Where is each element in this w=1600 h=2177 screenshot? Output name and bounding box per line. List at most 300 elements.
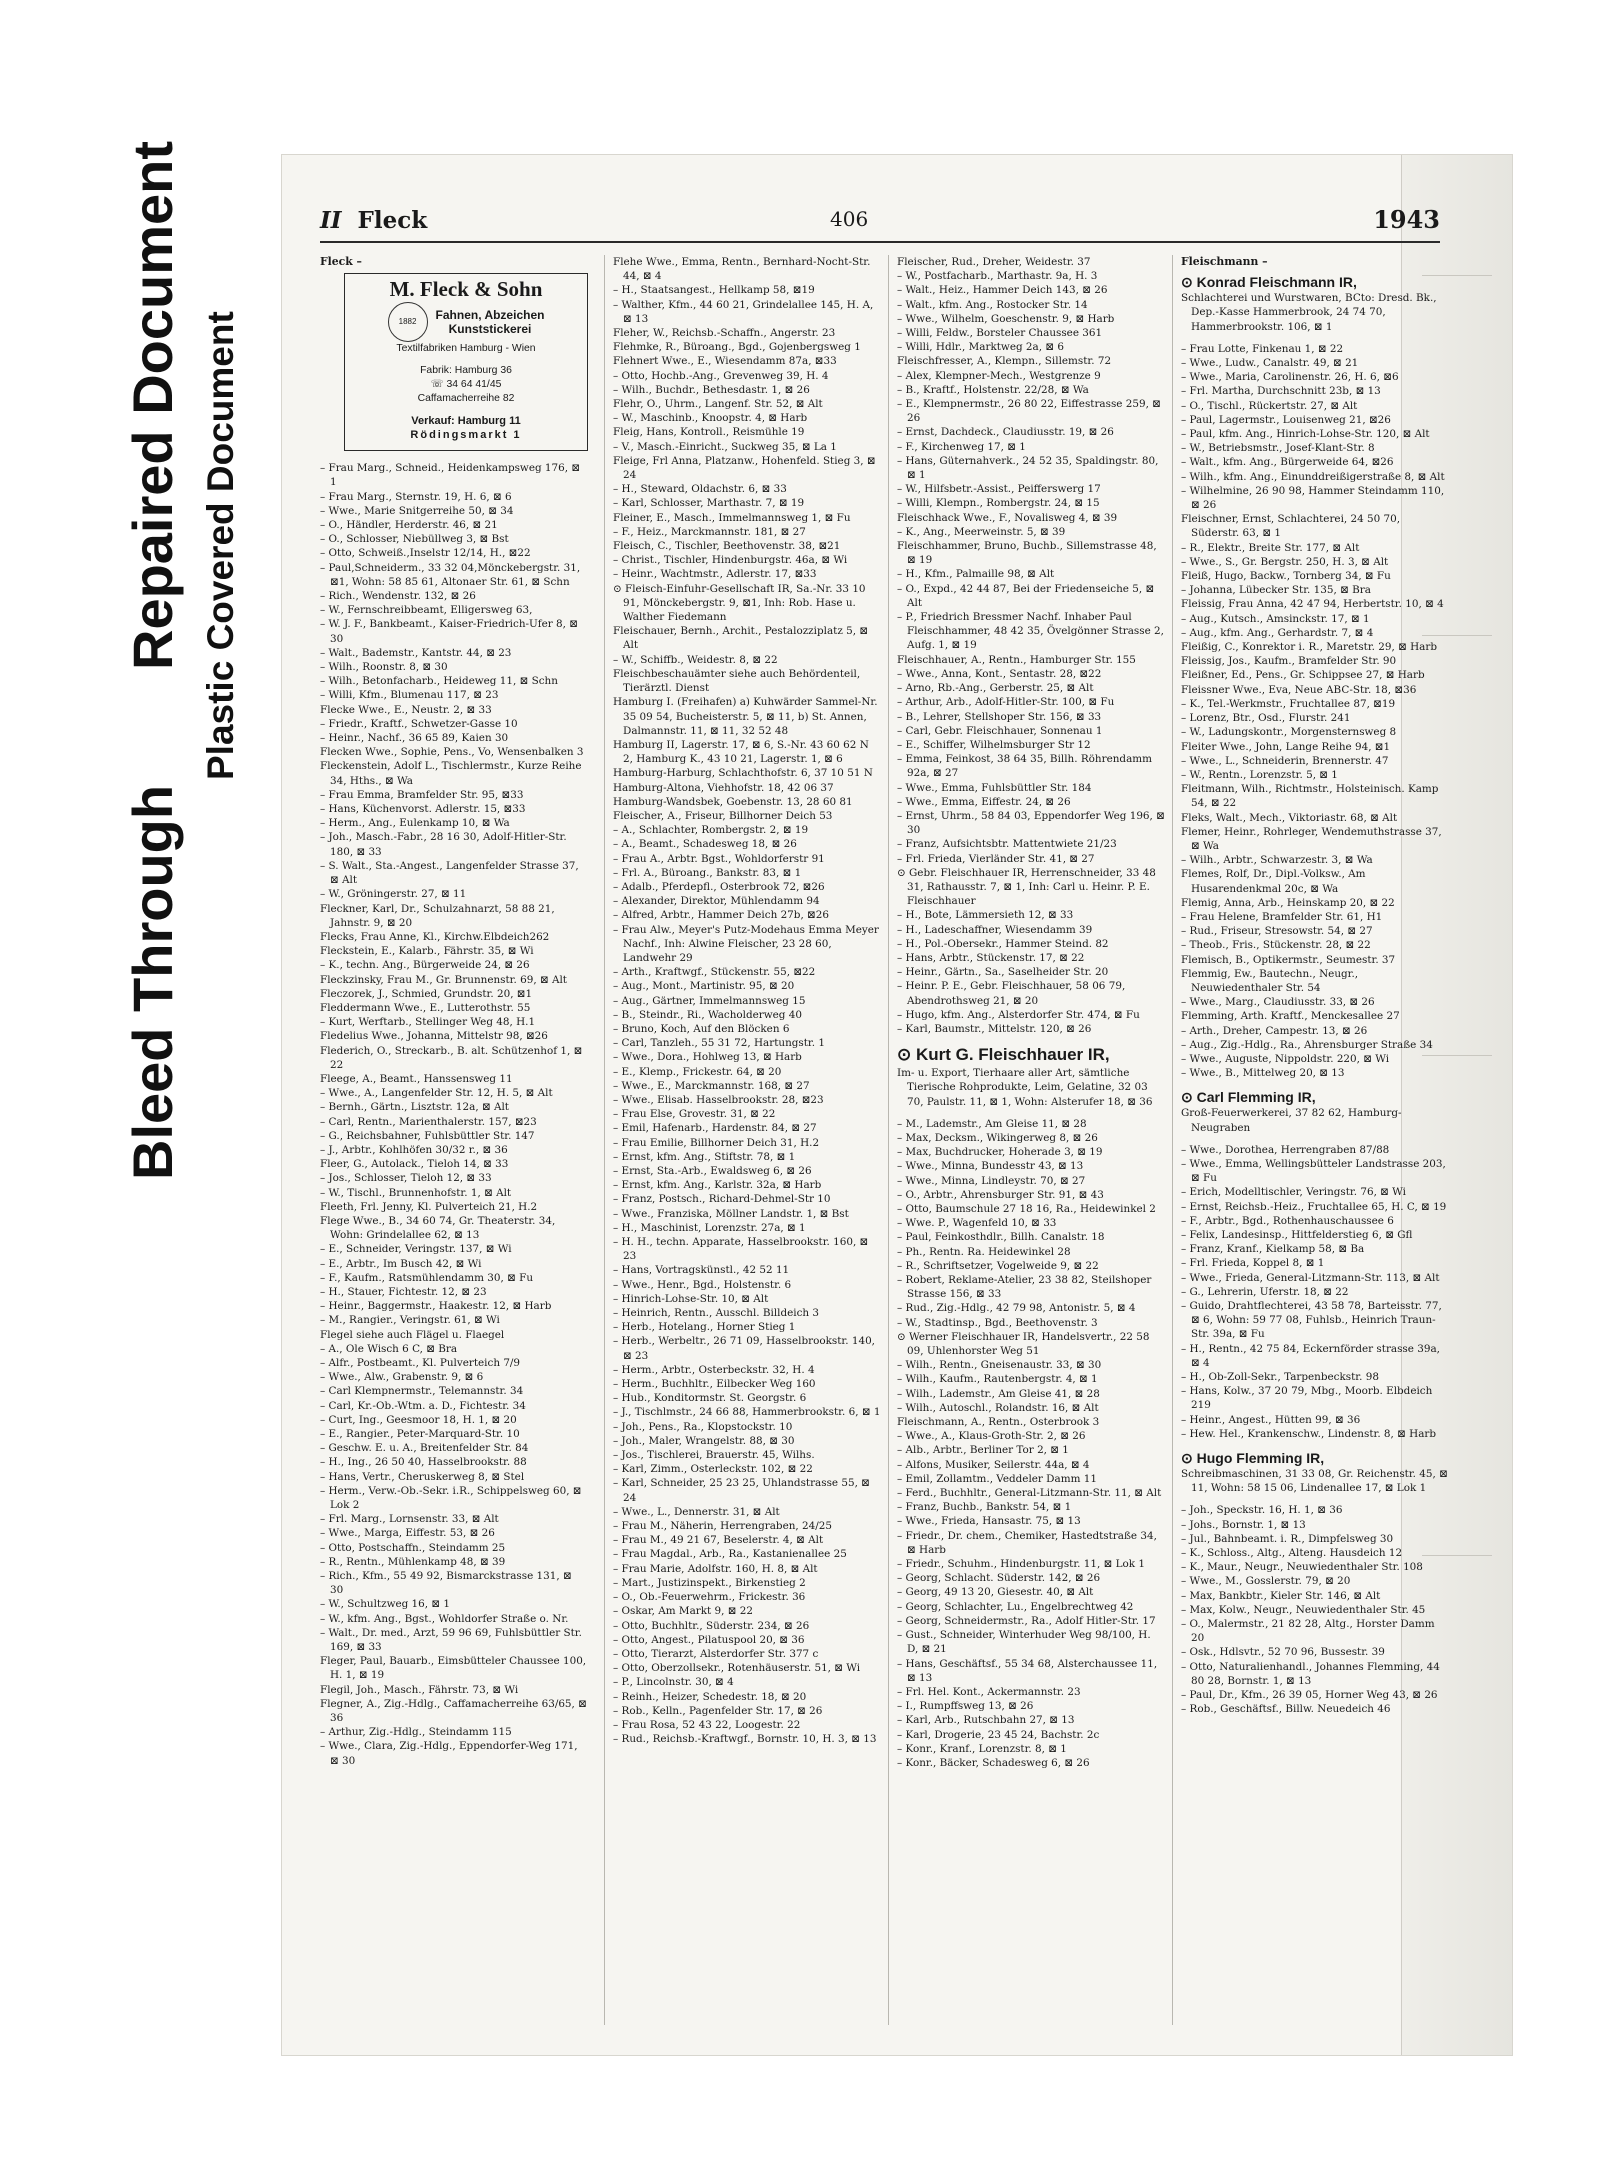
directory-entry: – Felix, Landesinsp., Hittfelderstieg 6, ⊠ Gfl: [1181, 1229, 1413, 1241]
directory-entry: – Wwe., L., Dennerstr. 31, ⊠ Alt: [613, 1505, 780, 1518]
directory-entry: – E., Schneider, Veringstr. 137, ⊠ Wi: [320, 1243, 512, 1256]
directory-entry: – Jos., Schlosser, Tieloh 12, ⊠ 33: [320, 1172, 492, 1185]
directory-entry: Fleischhack Wwe., F., Novalisweg 4, ⊠ 39: [897, 511, 1118, 524]
ad-line2: Kunststickerei: [448, 322, 532, 337]
directory-entry: Flemer, Heinr., Rohrleger, Wendemuthstrasse 37, ⊠ Wa: [1181, 825, 1442, 852]
directory-entry: – Frl. Frieda, Koppel 8, ⊠ 1: [1181, 1257, 1325, 1270]
ad-body: Schlachterei und Wurstwaren, BCto: Dresd. Bk., Dep.-Kasse Hammerbrook, 24 74 70, Hammerbrookstr. 106, ⊠ 1: [1181, 292, 1437, 333]
directory-entry: – Georg, Schneidermstr., Ra., Adolf Hitler-Str. 17: [897, 1614, 1156, 1627]
ad-body: Schreibmaschinen, 31 33 08, Gr. Reichenstr. 45, ⊠ 11, Wohn: 58 15 06, Lindenallee 17, ⊠ Lok 1: [1181, 1468, 1448, 1495]
directory-entry: – Otto, Schweiß.,Inselstr 12/14, H., ⊠22: [320, 547, 531, 560]
directory-entry: – Aug., Kutsch., Amsinckstr. 17, ⊠ 1: [1181, 612, 1370, 625]
ad-name: ⊙ Carl Flemming IR,: [1181, 1089, 1316, 1106]
directory-entry: Fleischer, A., Friseur, Billhorner Deich 53: [613, 809, 833, 822]
directory-entry: – M., Rangier., Veringstr. 61, ⊠ Wi: [320, 1314, 500, 1327]
directory-entry: Fleig, Hans, Kontroll., Reismühle 19: [613, 426, 805, 439]
directory-entry: – Erich, Modelltischler, Veringstr. 76, ⊠ Wi: [1181, 1186, 1407, 1199]
directory-entry: – W., Postfacharb., Marthastr. 9a, H. 3: [897, 270, 1098, 283]
directory-entry: – O., Expd., 42 44 87, Bei der Friedenseiche 5, ⊠ Alt: [897, 582, 1155, 609]
ad-body: Im- u. Export, Tierhaare aller Art, sämtliche Tierische Rohprodukte, Leim, Gelatine, 32 03 70, Paulstr. 11, ⊠ 1, Wohn: Alsterufer 18, ⊠ 36: [897, 1067, 1153, 1108]
directory-entry: – Robert, Reklame-Atelier, 23 38 82, Steilshoper Strasse 156, ⊠ 33: [897, 1274, 1152, 1301]
ad-name: ⊙ Hugo Flemming IR,: [1181, 1450, 1325, 1467]
directory-entry: – Otto, Tierarzt, Alsterdorfer Str. 377 c: [613, 1647, 819, 1660]
directory-entry: – Arno, Rb.-Ang., Gerberstr. 25, ⊠ Alt: [897, 682, 1094, 695]
directory-entry: – A., Ole Wisch 6 C, ⊠ Bra: [320, 1342, 458, 1355]
directory-entry: – Franz, Postsch., Richard-Dehmel-Str 10: [613, 1193, 831, 1206]
directory-entry: – Wwe., L., Schneiderin, Brennerstr. 47: [1181, 754, 1389, 767]
directory-entry: – V., Masch.-Einricht., Suckweg 35, ⊠ La 1: [613, 440, 837, 453]
directory-entry: – W. J. F., Bankbeamt., Kaiser-Friedrich-Ufer 8, ⊠ 30: [320, 618, 578, 645]
directory-entry: – Franz, Kranf., Kielkamp 58, ⊠ Ba: [1181, 1243, 1365, 1256]
company-logo-icon: [388, 302, 428, 342]
directory-entry: – Wilh., Roonstr. 8, ⊠ 30: [320, 661, 448, 674]
directory-entry: – Frau M., 49 21 67, Beselerstr. 4, ⊠ Alt: [613, 1534, 824, 1547]
directory-entry: – O., Arbtr., Ahrensburger Str. 91, ⊠ 43: [897, 1188, 1104, 1201]
konrad-fleischmann-ad: [1181, 273, 1449, 334]
directory-entry: Flemming, Arth. Kraftf., Menckesallee 27: [1181, 1010, 1400, 1023]
directory-entry: – W., Gröningerstr. 27, ⊠ 11: [320, 888, 467, 901]
directory-entry: – Ph., Rentn. Ra. Heidewinkel 28: [897, 1245, 1071, 1258]
directory-entry: – Georg, Schlacht. Süderstr. 142, ⊠ 26: [897, 1572, 1101, 1585]
directory-entry: – Walt., Bademstr., Kantstr. 44, ⊠ 23: [320, 646, 512, 659]
directory-entry: – Walther, Kfm., 44 60 21, Grindelallee 145, H. A, ⊠ 13: [613, 298, 874, 325]
directory-entry: Fleischhammer, Bruno, Buchb., Sillemstrasse 48, ⊠ 19: [897, 540, 1157, 567]
directory-entry: – Hans, Vortragskünstl., 42 52 11: [613, 1264, 790, 1277]
directory-entry: – W., Fernschreibbeamt, Elligersweg 63,: [320, 604, 533, 617]
directory-entry: – Hans, Güternahverk., 24 52 35, Spaldingstr. 80, ⊠ 1: [897, 454, 1159, 482]
kurt-fleischhauer-ad: [897, 1044, 1165, 1109]
directory-entry: – Heinr., Gärtn., Sa., Saselheider Str. 20: [897, 966, 1109, 979]
directory-entry: – Geschw. E. u. A., Breitenfelder Str. 84: [320, 1442, 529, 1455]
directory-entry: Flecks, Frau Anne, Kl., Kirchw.Elbdeich262: [320, 930, 550, 943]
directory-entry: – Wwe., Dorothea, Herrengraben 87/88: [1181, 1143, 1390, 1156]
directory-entry: – Frau Emma, Bramfelder Str. 95, ⊠33: [320, 788, 524, 801]
directory-entry: – Ferd., Buchhltr., General-Litzmann-Str. 11, ⊠ Alt: [897, 1487, 1162, 1500]
directory-entry: – Herm., Verw.-Ob.-Sekr. i.R., Schippelsweg 60, ⊠ Lok 2: [320, 1484, 582, 1512]
directory-entry: – Paul, Feinkosthdlr., Billh. Canalstr. 18: [897, 1231, 1105, 1244]
directory-entry: – Alex, Klempner-Mech., Westgrenze 9: [897, 369, 1101, 382]
directory-entry: – H., Rentn., 42 75 84, Eckernförder strasse 39a, ⊠ 4: [1181, 1342, 1440, 1369]
directory-entry: – B., Kraftf., Holstenstr. 22/28, ⊠ Wa: [897, 383, 1089, 396]
directory-entry: – Willi, Hdlr., Marktweg 2a, ⊠ 6: [897, 341, 1064, 354]
directory-entry: – Otto, Oberzollsekr., Rotenhäuserstr. 51, ⊠ Wi: [613, 1662, 861, 1675]
directory-entry: – F., Kirchenweg 17, ⊠ 1: [897, 440, 1026, 453]
directory-entry: Hamburg-Harburg, Schlachthofstr. 6, 37 10 51 N: [613, 767, 873, 780]
directory-entry: – Rob., Geschäftsf., Billw. Neuedeich 46: [1181, 1703, 1391, 1716]
ad-line3: Textilfabriken Hamburg - Wien: [396, 343, 536, 355]
directory-entry: – Wilh., Rentn., Gneisenaustr. 33, ⊠ 30: [897, 1359, 1102, 1372]
directory-entry: – Frl. Martha, Durchschnitt 23b, ⊠ 13: [1181, 385, 1381, 398]
directory-entry: – F., Kaufm., Ratsmühlendamm 30, ⊠ Fu: [320, 1271, 534, 1284]
directory-entry: – Heinr., Wachtmstr., Adlerstr. 17, ⊠33: [613, 568, 817, 581]
ad-market: Rödingsmarkt 1: [410, 429, 522, 442]
directory-entry: – H., Kfm., Palmaille 98, ⊠ Alt: [897, 568, 1055, 581]
directory-entry: – R., Elektr., Breite Str. 177, ⊠ Alt: [1181, 541, 1360, 554]
directory-entry: – Wwe., Minna, Lindleystr. 70, ⊠ 27: [897, 1174, 1086, 1187]
directory-entry: Fleischauer, Bernh., Archit., Pestalozziplatz 5, ⊠ Alt: [613, 625, 869, 652]
directory-entry: – Wilh., Autoschl., Rolandstr. 16, ⊠ Alt: [897, 1401, 1099, 1414]
column-2: [604, 255, 881, 2025]
directory-entry: – Arthur, Arb., Adolf-Hitler-Str. 100, ⊠ Fu: [897, 696, 1115, 709]
directory-entry: – Otto, Buchhltr., Süderstr. 234, ⊠ 26: [613, 1619, 810, 1632]
directory-entry: Fleckstein, E., Kalarb., Fährstr. 35, ⊠ Wi: [320, 945, 534, 958]
directory-entry: – Franz, Buchb., Bankstr. 54, ⊠ 1: [897, 1501, 1072, 1514]
directory-entry: – Herm., Ang., Eulenkamp 10, ⊠ Wa: [320, 817, 510, 830]
directory-entry: – W., Stadtinsp., Bgd., Beethovenstr. 3: [897, 1316, 1098, 1329]
directory-entry: – Wwe., Dora., Hohlweg 13, ⊠ Harb: [613, 1051, 802, 1064]
directory-entry: – Wwe., Wilhelm, Goeschenstr. 9, ⊠ Harb: [897, 312, 1115, 325]
directory-entry: – Karl, Schneider, 25 23 25, Uhlandstrasse 55, ⊠ 24: [613, 1477, 870, 1504]
directory-entry: – Wwe., Clara, Zig.-Hdlg., Eppendorfer-Weg 171, ⊠ 30: [320, 1740, 578, 1767]
column-3: [888, 255, 1165, 2025]
directory-entry: Fleißig, C., Konrektor i. R., Maretstr. 29, ⊠ Harb: [1181, 641, 1437, 654]
directory-entry: Hamburg-Altona, Viehhofstr. 18, 42 06 37: [613, 781, 834, 794]
directory-entry: – Jos., Tischlerei, Brauerstr. 45, Wilhs.: [613, 1449, 815, 1462]
ad-name: ⊙ Konrad Fleischmann IR,: [1181, 274, 1357, 291]
column-4: [1172, 255, 1449, 2025]
directory-entry: – E., Schiffer, Wilhelmsburger Str 12: [897, 738, 1091, 751]
directory-entry: – Karl, Arb., Rutschbahn 27, ⊠ 13: [897, 1714, 1075, 1727]
directory-entry: – Ernst, Dachdeck., Claudiusstr. 19, ⊠ 26: [897, 426, 1114, 439]
directory-entry: – Wilh., Arbtr., Schwarzestr. 3, ⊠ Wa: [1181, 854, 1373, 867]
directory-entry: – Ernst, Sta.-Arb., Ewaldsweg 6, ⊠ 26: [613, 1165, 812, 1177]
directory-entry: Fleitmann, Wilh., Richtmstr., Holsteinisch. Kamp 54, ⊠ 22: [1181, 783, 1439, 810]
directory-entry: Fleissner Wwe., Eva, Neue ABC-Str. 18, ⊠36: [1181, 683, 1417, 696]
page-header: [320, 201, 1440, 243]
directory-entry: – Jul., Bahnbeamt. i. R., Dimpfelsweg 30: [1181, 1532, 1394, 1545]
directory-entry: – W., Ladungskontr., Morgensternsweg 8: [1181, 726, 1397, 739]
directory-entry: – I., Rumpffsweg 13, ⊠ 26: [897, 1700, 1034, 1713]
directory-entry: – G., Reichsbahner, Fuhlsbüttler Str. 147: [320, 1129, 535, 1142]
directory-entry: – O., Tischl., Rückertstr. 27, ⊠ Alt: [1181, 399, 1358, 412]
directory-entry: – Karl, Schlosser, Marthastr. 7, ⊠ 19: [613, 497, 805, 510]
directory-entry: – F., Heiz., Marckmannstr. 181, ⊠ 27: [613, 525, 806, 538]
directory-entry: Fledelius Wwe., Johanna, Mittelstr 98, ⊠26: [320, 1030, 548, 1043]
directory-entry: – Aug., Zig.-Hdlg., Ra., Ahrensburger Straße 34: [1181, 1038, 1433, 1051]
directory-entry: – R., Rentn., Mühlenkamp 48, ⊠ 39: [320, 1555, 506, 1568]
directory-entry: – H., Ladeschaffner, Wiesendamm 39: [897, 923, 1093, 936]
ad-street: Caffamacherreihe 82: [417, 393, 515, 405]
directory-entry: – Carl, Kr.-Ob.-Wtm. a. D., Fichtestr. 34: [320, 1399, 526, 1412]
directory-entry: – Curt, Ing., Geesmoor 18, H. 1, ⊠ 20: [320, 1413, 517, 1426]
directory-entry: – B., Steindr., Ri., Wacholderweg 40: [613, 1008, 802, 1021]
ad-phone: [355, 378, 577, 392]
directory-entry: – Carl, Gebr. Fleischhauer, Sonnenau 1: [897, 724, 1103, 737]
directory-entry: Flehmke, R., Büroang., Bgd., Gojenbergsweg 1: [613, 341, 861, 354]
directory-entry: – W., Betriebsmstr., Josef-Klant-Str. 8: [1181, 442, 1375, 455]
directory-entry: – Gust., Schneider, Winterhuder Weg 98/100, H. D, ⊠ 21: [897, 1629, 1151, 1656]
directory-entry: – Mart., Justizinspekt., Birkenstieg 2: [613, 1576, 806, 1589]
bleed-through-label: Bleed Through: [121, 784, 184, 1180]
directory-entry: – A., Beamt., Schadesweg 18, ⊠ 26: [613, 838, 797, 851]
ad-name: ⊙ Kurt G. Fleischhauer IR,: [897, 1045, 1110, 1065]
col4-entries2: [1181, 1143, 1449, 1441]
directory-entry: – Wwe. P., Wagenfeld 10, ⊠ 33: [897, 1217, 1057, 1230]
directory-entry: Flegel siehe auch Flägel u. Flaegel: [320, 1328, 505, 1341]
directory-entry: – Wwe., Marg., Claudiusstr. 33, ⊠ 26: [1181, 996, 1375, 1009]
directory-entry: – E., Arbtr., Im Busch 42, ⊠ Wi: [320, 1257, 482, 1270]
directory-entry: ⊙ Gebr. Fleischhauer IR, Herrenschneider, 33 48 31, Rathausstr. 7, ⊠ 1, Inh: Carl u. Heinr. P. E. Fleischhauer: [897, 866, 1156, 908]
directory-entry: – Frau M., Näherin, Herrengraben, 24/25: [613, 1520, 832, 1533]
directory-entry: – Carl Klempnermstr., Telemannstr. 34: [320, 1385, 524, 1398]
directory-entry: – Frau Alw., Meyer's Putz-Modehaus Emma Meyer Nachf., Inh: Alwine Fleischer, 23 28 60, Landwehr 29: [613, 923, 879, 964]
directory-entry: Fleisch, C., Tischler, Beethovenstr. 38, ⊠21: [613, 540, 841, 553]
directory-entry: Fleckenstein, Adolf L., Tischlermstr., Kurze Reihe 34, Hths., ⊠ Wa: [320, 760, 582, 787]
directory-entry: Fleks, Walt., Mech., Viktoriastr. 68, ⊠ Alt: [1181, 811, 1398, 824]
phone-icon: ☏: [430, 379, 447, 391]
directory-entry: – M., Lademstr., Am Gleise 11, ⊠ 28: [897, 1117, 1087, 1130]
directory-entry: – Herm., Arbtr., Osterbeckstr. 32, H. 4: [613, 1363, 815, 1376]
directory-entry: – Arth., Kraftwgf., Stückenstr. 55, ⊠22: [613, 966, 816, 979]
directory-entry: – Emma, Feinkost, 38 64 35, Billh. Röhrendamm 92a, ⊠ 27: [897, 753, 1152, 780]
directory-entry: Fleiner, E., Masch., Immelmannsweg 1, ⊠ Fu: [613, 511, 851, 524]
directory-entry: Fleischer, Rud., Dreher, Weidestr. 37: [897, 256, 1091, 268]
directory-entry: – Frau Rosa, 52 43 22, Loogestr. 22: [613, 1718, 801, 1731]
directory-entry: ⊙ Fleisch-Einfuhr-Gesellschaft IR, Sa.-Nr. 33 10 91, Mönckebergstr. 9, ⊠1, Inh: Rob. Hase u. Walther Fiedemann: [613, 582, 866, 624]
directory-entry: Fleißner, Ed., Pens., Gr. Schippsee 27, ⊠ Harb: [1181, 669, 1425, 682]
directory-entry: Flehnert Wwe., E., Wiesendamm 87a, ⊠33: [613, 355, 837, 368]
directory-entry: – Wwe., Elisab. Hasselbrookstr. 28, ⊠23: [613, 1093, 824, 1106]
directory-entry: – Karl, Drogerie, 23 45 24, Bachstr. 2c: [897, 1728, 1100, 1741]
directory-entry: Fleischner, Ernst, Schlachterei, 24 50 70, Süderstr. 63, ⊠ 1: [1181, 513, 1401, 540]
ad-factory: Fabrik: Hamburg 36: [420, 365, 512, 377]
directory-entry: – W., Rentn., Lorenzstr. 5, ⊠ 1: [1181, 768, 1338, 781]
directory-entry: Flecken Wwe., Sophie, Pens., Vo, Wensenbalken 3: [320, 746, 584, 759]
directory-entry: – Wwe., Frieda, General-Litzmann-Str. 113, ⊠ Alt: [1181, 1271, 1440, 1284]
directory-entry: – Konr., Kranf., Lorenzstr. 8, ⊠ 1: [897, 1742, 1067, 1755]
directory-entry: – Hans, Arbtr., Stückenstr. 17, ⊠ 22: [897, 951, 1085, 964]
directory-entry: – Alfred, Arbtr., Hammer Deich 27b, ⊠26: [613, 909, 829, 922]
directory-entry: – Frl. A., Büroang., Bankstr. 83, ⊠ 1: [613, 866, 802, 879]
directory-entry: – Walt., kfm. Ang., Bürgerweide 64, ⊠26: [1181, 456, 1394, 469]
directory-entry: – W., Hilfsbetr.-Assist., Peifferswerg 17: [897, 483, 1101, 496]
side-labels: [110, 141, 270, 1250]
directory-entry: – Ernst, kfm. Ang., Karlstr. 32a, ⊠ Harb: [613, 1179, 822, 1192]
directory-entry: – Willi, Klempn., Rombergstr. 24, ⊠ 15: [897, 497, 1100, 510]
running-head: [320, 207, 427, 234]
directory-entry: – Heinr., Angest., Hütten 99, ⊠ 36: [1181, 1413, 1361, 1426]
directory-entry: – Ernst, Reichsb.-Heiz., Fruchtallee 65, H. C, ⊠ 19: [1181, 1200, 1447, 1213]
logo-year: 1882: [398, 317, 417, 327]
directory-entry: – Karl, Baumstr., Mittelstr. 120, ⊠ 26: [897, 1022, 1092, 1035]
directory-entry: – Guido, Drahtflechterei, 43 58 78, Barteisstr. 77, ⊠ 6, Wohn: 59 77 08, Fuhlsb., Heinrich Traun-Str. 39a, ⊠ Fu: [1181, 1300, 1442, 1341]
directory-entry: – Hans, Geschäftsf., 55 34 68, Alsterchaussee 11, ⊠ 13: [897, 1657, 1158, 1684]
directory-entry: – Hew. Hel., Krankenschw., Lindenstr. 8, ⊠ Harb: [1181, 1427, 1437, 1440]
directory-entry: – Alfr., Postbeamt., Kl. Pulverteich 7/9: [320, 1357, 521, 1369]
directory-entry: – E., Rangier., Peter-Marquard-Str. 10: [320, 1428, 520, 1441]
directory-entry: – Max, Kolw., Neugr., Neuwiedenthaler Str. 45: [1181, 1603, 1426, 1616]
directory-entry: – Friedr., Kraftf., Schwetzer-Gasse 10: [320, 717, 518, 730]
directory-entry: ⊙ Werner Fleischhauer IR, Handelsvertr., 22 58 09, Uhlenhorster Weg 51: [897, 1330, 1150, 1358]
directory-entry: – A., Schlachter, Rombergstr. 2, ⊠ 19: [613, 824, 809, 837]
directory-entry: – W., Schultzweg 16, ⊠ 1: [320, 1598, 451, 1611]
directory-entry: – Adalb., Pferdepfl., Osterbrook 72, ⊠26: [613, 880, 825, 893]
directory-entry: – Lorenz, Btr., Osd., Flurstr. 241: [1181, 712, 1351, 725]
directory-entry: Fleischbeschauämter siehe auch Behördenteil, Tierärztl. Dienst: [613, 667, 861, 695]
directory-entry: – H., Ing., 26 50 40, Hasselbrookstr. 88: [320, 1456, 527, 1469]
directory-entry: – Aug., Gärtner, Immelmannsweg 15: [613, 994, 806, 1007]
directory-entry: – Joh., Pens., Ra., Klopstockstr. 10: [613, 1420, 793, 1433]
plastic-covered-label: Plastic Covered Document: [200, 311, 241, 780]
directory-entry: – Otto, Angest., Pilatuspool 20, ⊠ 36: [613, 1633, 805, 1646]
directory-entry: Flegil, Joh., Masch., Fährstr. 73, ⊠ Wi: [320, 1683, 519, 1696]
directory-entry: – Oskar, Am Markt 9, ⊠ 22: [613, 1605, 753, 1618]
directory-entry: – R., Schriftsetzer, Vogelweide 9, ⊠ 22: [897, 1259, 1099, 1272]
directory-entry: – Wwe., Frieda, Hansastr. 75, ⊠ 13: [897, 1515, 1081, 1528]
directory-entry: – Wwe., A., Klaus-Groth-Str. 2, ⊠ 26: [897, 1430, 1086, 1443]
directory-entry: – Wwe., S., Gr. Bergstr. 250, H. 3, ⊠ Alt: [1181, 555, 1389, 568]
directory-entry: Fleeth, Frl. Jenny, Kl. Pulverteich 21, H.2: [320, 1200, 538, 1213]
directory-entry: – Friedr., Dr. chem., Chemiker, Hastedtstraße 34, ⊠ Harb: [897, 1529, 1157, 1556]
directory-entry: Hamburg II, Lagerstr. 17, ⊠ 6, S.-Nr. 43 60 62 N 2, Hamburg K., 43 10 21, Lagerstr. 1, ⊠ 6: [613, 738, 869, 766]
directory-entry: – Frau Emilie, Billhorner Deich 31, H.2: [613, 1136, 820, 1149]
directory-entry: – Frl. Frieda, Vierländer Str. 41, ⊠ 27: [897, 852, 1095, 865]
directory-entry: – Wwe., A., Langenfelder Str. 12, H. 5, ⊠ Alt: [320, 1087, 553, 1100]
directory-entry: – Wwe., Franziska, Möllner Landstr. 1, ⊠ Bst: [613, 1207, 849, 1220]
directory-entry: – Wwe., Ludw., Canalstr. 49, ⊠ 21: [1181, 357, 1359, 370]
directory-entry: Fleige, Frl Anna, Platzanw., Hohenfeld. Stieg 3, ⊠ 24: [613, 454, 876, 482]
directory-entry: – Kurt, Werftarb., Stellinger Weg 48, H.1: [320, 1016, 536, 1029]
directory-entry: – Hinrich-Lohse-Str. 10, ⊠ Alt: [613, 1292, 769, 1305]
directory-entry: – Hugo, kfm. Ang., Alsterdorfer Str. 474, ⊠ Fu: [897, 1008, 1140, 1021]
ad-line1: Fahnen, Abzeichen: [435, 308, 545, 323]
directory-entry: – Konr., Bäcker, Schadesweg 6, ⊠ 26: [897, 1756, 1090, 1769]
directory-entry: Flecke Wwe., E., Neustr. 2, ⊠ 33: [320, 703, 492, 716]
directory-entry: – Willi, Kfm., Blumenau 117, ⊠ 23: [320, 689, 499, 702]
directory-entry: – Joh., Speckstr. 16, H. 1, ⊠ 36: [1181, 1504, 1343, 1517]
directory-entry: – Emil, Hafenarb., Hardenstr. 84, ⊠ 27: [613, 1122, 817, 1135]
directory-entry: – Walt., Dr. med., Arzt, 59 96 69, Fuhlsbüttler Str. 169, ⊠ 33: [320, 1626, 582, 1654]
directory-entry: Fleege, A., Beamt., Hanssensweg 11: [320, 1072, 513, 1085]
directory-entry: Hamburg I. (Freihafen) a) Kuhwärder Sammel-Nr. 35 09 54, Bucheisterstr. 5, ⊠ 11, b) St. Annen, Dalmannstr. 11, ⊠ 11, 32 52 48: [613, 696, 878, 737]
directory-entry: – Walt., kfm. Ang., Rostocker Str. 14: [897, 298, 1088, 311]
directory-entry: – Frau Marie, Adolfstr. 160, H. 8, ⊠ Alt: [613, 1562, 818, 1575]
directory-entry: – Heinr., Nachf., 36 65 89, Kaien 30: [320, 732, 509, 745]
directory-entry: – Carl, Rentn., Marienthalerstr. 157, ⊠23: [320, 1115, 537, 1128]
directory-entry: – Otto, Hochb.-Ang., Grevenweg 39, H. 4: [613, 369, 829, 382]
directory-entry: – Reinh., Heizer, Schedestr. 18, ⊠ 20: [613, 1690, 807, 1703]
directory-entry: – O., Ob.-Feuerwehrm., Frickestr. 36: [613, 1591, 806, 1604]
directory-entry: – O., Malermstr., 21 82 28, Altg., Horster Damm 20: [1181, 1618, 1435, 1645]
directory-entry: – Aug., Mont., Martinistr. 95, ⊠ 20: [613, 980, 795, 993]
directory-entry: – Friedr., Schuhm., Hindenburgstr. 11, ⊠ Lok 1: [897, 1558, 1145, 1571]
directory-entry: – Georg, 49 13 20, Giesestr. 40, ⊠ Alt: [897, 1586, 1094, 1599]
directory-entry: – Frau Lotte, Finkenau 1, ⊠ 22: [1181, 342, 1344, 355]
directory-entry: Fleddermann Wwe., E., Lutterothstr. 55: [320, 1001, 531, 1014]
directory-entry: – Rud., Zig.-Hdlg., 42 79 98, Antonistr. 5, ⊠ 4: [897, 1302, 1136, 1315]
directory-entry: – Arthur, Zig.-Hdlg., Steindamm 115: [320, 1726, 512, 1739]
directory-entry: – Johanna, Lübecker Str. 135, ⊠ Bra: [1181, 584, 1371, 597]
repaired-document-label: Repaired Document: [121, 141, 184, 670]
directory-entry: – H. H., techn. Apparate, Hasselbrookstr. 160, ⊠ 23: [613, 1236, 869, 1263]
directory-entry: – Alfons, Musiker, Seilerstr. 44a, ⊠ 4: [897, 1458, 1090, 1471]
directory-entry: – H., Steward, Oldachstr. 6, ⊠ 33: [613, 483, 787, 496]
directory-entry: – Wwe., Emma, Fuhlsbüttler Str. 184: [897, 781, 1092, 794]
ad-phone-number: 34 64 41/45: [446, 379, 502, 391]
directory-entry: – Wwe., Emma, Eiffestr. 24, ⊠ 26: [897, 795, 1071, 808]
directory-entry: Hamburg-Wandsbek, Goebenstr. 13, 28 60 81: [613, 795, 853, 808]
directory-entry: – Johs., Bornstr. 1, ⊠ 13: [1181, 1518, 1306, 1531]
directory-columns: [320, 255, 1448, 2025]
ad-body: Groß-Feuerwerkerei, 37 82 62, Hamburg-Neugraben: [1181, 1107, 1402, 1134]
directory-entry: – H., Bote, Lämmersieth 12, ⊠ 33: [897, 909, 1074, 922]
directory-entry: – H., Staatsangest., Hellkamp 58, ⊠19: [613, 284, 815, 297]
directory-entry: – Wilh., Lademstr., Am Gleise 41, ⊠ 28: [897, 1387, 1100, 1400]
directory-entry: – Wwe., B., Mittelweg 20, ⊠ 13: [1181, 1067, 1345, 1080]
directory-entry: Fleiter Wwe., John, Lange Reihe 94, ⊠1: [1181, 740, 1391, 753]
directory-entry: – Osk., Hdlsvtr., 52 70 96, Bussestr. 39: [1181, 1646, 1385, 1659]
directory-entry: – Wwe., Marie Snitgerreihe 50, ⊠ 34: [320, 504, 514, 517]
directory-entry: – Wwe., M., Gosslerstr. 79, ⊠ 20: [1181, 1575, 1351, 1588]
directory-entry: – Frau A., Arbtr. Bgst., Wohldorferstr 91: [613, 852, 825, 865]
ad-sales: Verkauf: Hamburg 11: [411, 415, 521, 428]
directory-entry: – Willi, Feldw., Borsteler Chaussee 361: [897, 327, 1103, 340]
directory-entry: – Rud., Reichsb.-Kraftwgf., Bornstr. 10, H. 3, ⊠ 13: [613, 1733, 877, 1746]
directory-entry: Flehr, O., Uhrm., Langenf. Str. 52, ⊠ Alt: [613, 398, 823, 411]
keyword: Fleck: [357, 207, 428, 234]
directory-entry: Fleischmann, A., Rentn., Osterbrook 3: [897, 1416, 1100, 1429]
directory-entry: Fleckner, Karl, Dr., Schulzahnarzt, 58 88 21, Jahnstr. 9, ⊠ 20: [320, 902, 555, 929]
directory-entry: – K., Tel.-Werkmstr., Fruchtallee 87, ⊠19: [1181, 697, 1396, 710]
directory-entry: – Paul, kfm. Ang., Hinrich-Lohse-Str. 120, ⊠ Alt: [1181, 428, 1430, 441]
col1-entries: [320, 461, 588, 1768]
directory-entry: – Herb., Hotelang., Horner Stieg 1: [613, 1321, 796, 1334]
directory-entry: – Alb., Arbtr., Berliner Tor 2, ⊠ 1: [897, 1444, 1069, 1457]
directory-entry: – Georg, Schlachter, Lu., Engelbrechtweg 42: [897, 1600, 1134, 1613]
directory-entry: – Heinr., Baggermstr., Haakestr. 12, ⊠ Harb: [320, 1300, 552, 1313]
directory-entry: – K., techn. Ang., Bürgerweide 24, ⊠ 26: [320, 959, 530, 972]
year: 1943: [1373, 205, 1440, 234]
directory-entry: – Ernst, kfm. Ang., Stiftstr. 78, ⊠ 1: [613, 1150, 796, 1163]
directory-entry: – Frl. Marg., Lornsenstr. 33, ⊠ Alt: [320, 1513, 499, 1526]
directory-entry: – Max, Bankbtr., Kieler Str. 146, ⊠ Alt: [1181, 1589, 1381, 1602]
directory-entry: – Theob., Fris., Stückenstr. 28, ⊠ 22: [1181, 939, 1371, 952]
directory-entry: – Aug., kfm. Ang., Gerhardstr. 7, ⊠ 4: [1181, 626, 1374, 639]
directory-entry: – B., Lehrer, Stellshoper Str. 156, ⊠ 33: [897, 710, 1102, 723]
directory-entry: Fleer, G., Autolack., Tieloh 14, ⊠ 33: [320, 1158, 509, 1171]
directory-entry: – H., Ob-Zoll-Sekr., Tarpenbeckstr. 98: [1181, 1371, 1379, 1384]
directory-entry: – Joh., Maler, Wrangelstr. 88, ⊠ 30: [613, 1434, 795, 1447]
directory-entry: – Frau Marg., Sternstr. 19, H. 6, ⊠ 6: [320, 490, 512, 503]
directory-entry: – Otto, Postschaffn., Steindamm 25: [320, 1541, 506, 1554]
directory-entry: – S. Walt., Sta.-Angest., Langenfelder Strasse 37, ⊠ Alt: [320, 859, 579, 887]
directory-entry: – Christ., Tischler, Hindenburgstr. 46a, ⊠ Wi: [613, 554, 848, 567]
directory-entry: – Hans, Küchenvorst. Adlerstr. 15, ⊠33: [320, 803, 526, 816]
directory-entry: – Wilhelmine, 26 90 98, Hammer Steindamm 110, ⊠ 26: [1181, 484, 1445, 512]
col3-entries: [897, 255, 1165, 1036]
directory-entry: – F., Arbtr., Bgd., Rothenhauschaussee 6: [1181, 1214, 1394, 1227]
directory-entry: – Paul, Lagermstr., Louisenweg 21, ⊠26: [1181, 413, 1391, 426]
directory-entry: – Wilh., kfm. Ang., Einunddreißigerstraße 8, ⊠ Alt: [1181, 470, 1445, 483]
directory-entry: – Hans, Kolw., 37 20 79, Mbg., Moorb. Elbdeich 219: [1181, 1385, 1433, 1412]
directory-entry: Fleger, Paul, Bauarb., Eimsbütteler Chaussee 100, H. 1, ⊠ 19: [320, 1655, 587, 1682]
directory-entry: Flemig, Anna, Arb., Heinskamp 20, ⊠ 22: [1181, 896, 1395, 909]
volume-number: II: [320, 207, 342, 234]
directory-entry: – Wwe., E., Marckmannstr. 168, ⊠ 27: [613, 1079, 810, 1092]
directory-entry: – H., Maschinist, Lorenzstr. 27a, ⊠ 1: [613, 1221, 806, 1234]
directory-entry: – Wilh., Buchdr., Bethesdastr. 1, ⊠ 26: [613, 383, 810, 396]
directory-entry: – K., Ang., Meerweinstr. 5, ⊠ 39: [897, 525, 1066, 538]
directory-entry: – Rud., Friseur, Stresowstr. 54, ⊠ 27: [1181, 925, 1373, 938]
directory-entry: – Frau Marg., Schneid., Heidenkampsweg 176, ⊠ 1: [320, 462, 581, 489]
column-head: Fleischmann –: [1181, 255, 1268, 268]
directory-entry: – E., Klemp., Frickestr. 64, ⊠ 20: [613, 1065, 782, 1078]
directory-entry: – Alexander, Direktor, Mühlendamm 94: [613, 895, 820, 908]
directory-entry: – Emil, Zollamtm., Veddeler Damm 11: [897, 1472, 1097, 1485]
directory-entry: – Frau Helene, Bramfelder Str. 61, H1: [1181, 910, 1383, 923]
directory-entry: – Rich., Kfm., 55 49 92, Bismarckstrasse 131, ⊠ 30: [320, 1570, 572, 1597]
directory-entry: – Herb., Werbeltr., 26 71 09, Hasselbrookstr. 140, ⊠ 23: [613, 1335, 875, 1362]
